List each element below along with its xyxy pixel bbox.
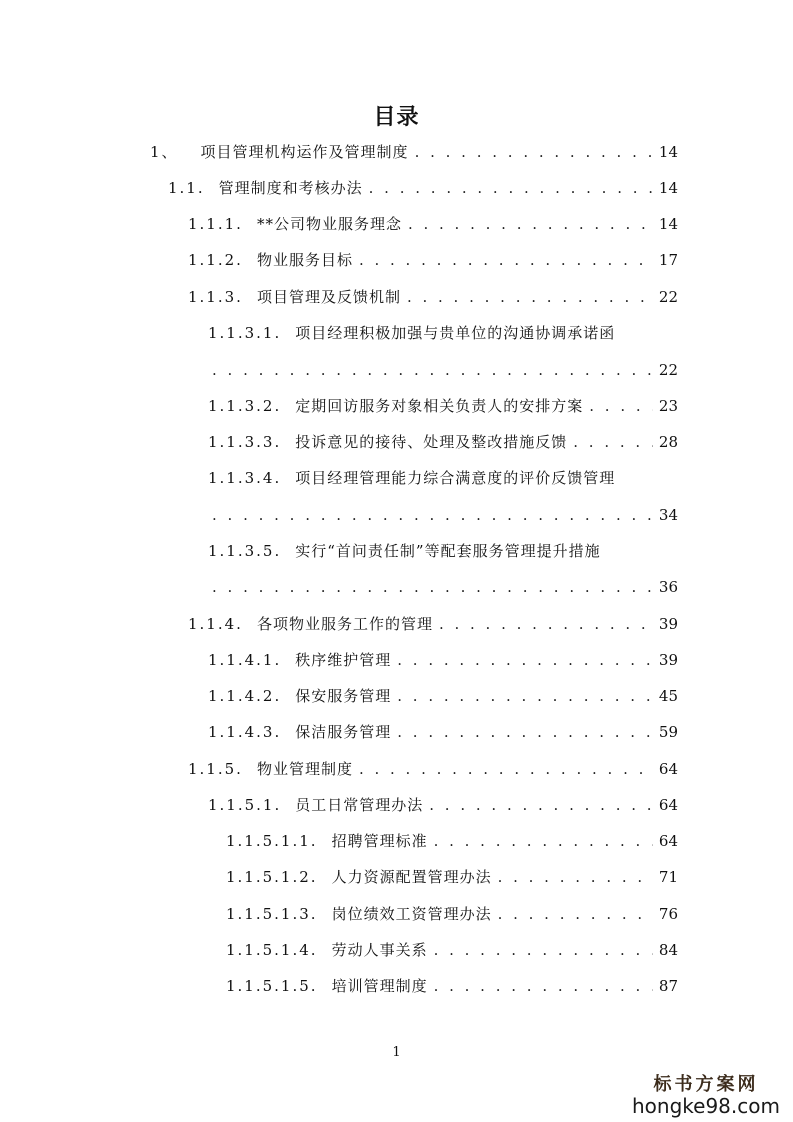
toc-entry-text: 岗位绩效工资管理办法 bbox=[331, 905, 492, 923]
toc-leader bbox=[498, 904, 653, 924]
toc-entry-text: 员工日常管理办法 bbox=[295, 796, 424, 814]
watermark-logo bbox=[631, 1070, 781, 1118]
toc-entry-number: 1.1.5.1.2. bbox=[226, 868, 318, 886]
toc-entry[interactable] bbox=[208, 432, 678, 452]
toc-leader bbox=[212, 577, 653, 597]
watermark-title: 标书方案网 bbox=[653, 1074, 759, 1095]
toc-entry[interactable] bbox=[150, 142, 678, 162]
toc-entry-number: 1.1.5.1.4. bbox=[226, 941, 318, 959]
toc-entry-text: 秩序维护管理 bbox=[295, 651, 392, 669]
toc-entry-page: 84 bbox=[658, 941, 678, 959]
toc-entry-text: 项目管理及反馈机制 bbox=[256, 288, 401, 306]
toc-leader bbox=[439, 614, 653, 634]
toc-entry-text: 招聘管理标准 bbox=[331, 832, 428, 850]
watermark-url: hongke98.com bbox=[632, 1094, 780, 1118]
toc-entry-number: 1、 bbox=[150, 143, 179, 161]
toc-entry-text: **公司物业服务理念 bbox=[256, 215, 402, 233]
toc-entry[interactable] bbox=[208, 650, 678, 670]
toc-leader bbox=[434, 831, 653, 851]
toc-entry[interactable] bbox=[226, 867, 678, 887]
toc-entry-text: 项目经理积极加强与贵单位的沟通协调承诺函 bbox=[295, 324, 616, 342]
toc-entry-number: 1.1. bbox=[168, 179, 205, 197]
toc-entry-page: 64 bbox=[658, 796, 678, 814]
toc-entry[interactable] bbox=[208, 722, 678, 742]
toc-entry[interactable] bbox=[226, 831, 678, 851]
toc-entry[interactable] bbox=[208, 323, 678, 343]
toc-entry-page: 45 bbox=[658, 687, 678, 705]
toc-entry[interactable] bbox=[188, 614, 678, 634]
toc-leader bbox=[589, 396, 653, 416]
toc-entry-number: 1.1.3.5. bbox=[208, 542, 282, 560]
toc-entry[interactable] bbox=[168, 178, 678, 198]
toc-entry-number: 1.1.4.2. bbox=[208, 687, 282, 705]
toc-entry-number: 1.1.3.4. bbox=[208, 469, 282, 487]
toc-entry-page: 39 bbox=[658, 651, 678, 669]
toc-leader bbox=[397, 722, 653, 742]
toc-entry[interactable] bbox=[188, 759, 678, 779]
toc-entry-page: 59 bbox=[658, 723, 678, 741]
toc-entry-text: 物业服务目标 bbox=[256, 251, 353, 269]
toc-leader bbox=[429, 795, 653, 815]
toc-entry-text: 实行“首问责任制”等配套服务管理提升措施 bbox=[295, 542, 601, 560]
toc-leader bbox=[369, 178, 653, 198]
toc-entry-text: 物业管理制度 bbox=[256, 760, 353, 778]
toc-entry-page: 39 bbox=[658, 615, 678, 633]
toc-entry-page: 76 bbox=[658, 905, 678, 923]
toc-entry-text: 定期回访服务对象相关负责人的安排方案 bbox=[295, 397, 584, 415]
toc-entry[interactable] bbox=[208, 795, 678, 815]
toc-entry[interactable] bbox=[208, 541, 678, 561]
toc-entry[interactable] bbox=[208, 396, 678, 416]
toc-entry-text: 管理制度和考核办法 bbox=[218, 179, 363, 197]
toc-entry-number: 1.1.3.3. bbox=[208, 433, 282, 451]
toc-entry-page: 17 bbox=[658, 251, 678, 269]
toc-entry-number: 1.1.4.3. bbox=[208, 723, 282, 741]
toc-entry-text: 保安服务管理 bbox=[295, 687, 392, 705]
toc-entry-page: 28 bbox=[658, 433, 678, 451]
toc-entry-number: 1.1.3. bbox=[188, 288, 243, 306]
toc-entry-page: 71 bbox=[658, 868, 678, 886]
toc-entry-number: 1.1.3.2. bbox=[208, 397, 282, 415]
toc-entry[interactable] bbox=[226, 976, 678, 996]
toc-entry-text: 各项物业服务工作的管理 bbox=[256, 615, 433, 633]
page-number: 1 bbox=[392, 1045, 401, 1060]
toc-entry-text: 培训管理制度 bbox=[331, 977, 428, 995]
toc-title: 目录 bbox=[373, 105, 420, 130]
toc-entry[interactable] bbox=[188, 250, 678, 270]
toc-entry-page: 14 bbox=[658, 215, 678, 233]
toc-leader bbox=[408, 214, 653, 234]
toc-leader bbox=[498, 867, 653, 887]
toc-entry-number: 1.1.5.1.3. bbox=[226, 905, 318, 923]
toc-leader bbox=[415, 142, 653, 162]
toc-entry-text: 人力资源配置管理办法 bbox=[331, 868, 492, 886]
toc-leader bbox=[397, 650, 653, 670]
toc-entry-number: 1.1.4.1. bbox=[208, 651, 282, 669]
toc-entry-page: 36 bbox=[658, 578, 678, 596]
toc-entry-number: 1.1.5.1.5. bbox=[226, 977, 318, 995]
toc-entry-text: 项目管理机构运作及管理制度 bbox=[200, 143, 409, 161]
toc-entry-text: 保洁服务管理 bbox=[295, 723, 392, 741]
toc-entry[interactable] bbox=[226, 904, 678, 924]
toc-entry-number: 1.1.2. bbox=[188, 251, 243, 269]
toc-entry-number: 1.1.1. bbox=[188, 215, 243, 233]
toc-entry-number: 1.1.5.1. bbox=[208, 796, 282, 814]
toc-entry-page: 64 bbox=[658, 832, 678, 850]
toc-entry-page: 14 bbox=[658, 143, 678, 161]
toc-leader bbox=[212, 505, 653, 525]
toc-entry-page: 87 bbox=[658, 977, 678, 995]
toc-entry-continuation[interactable] bbox=[212, 505, 678, 525]
toc-leader bbox=[434, 940, 653, 960]
toc-entry-number: 1.1.3.1. bbox=[208, 324, 282, 342]
toc-entry[interactable] bbox=[208, 686, 678, 706]
toc-entry-page: 34 bbox=[658, 506, 678, 524]
toc-entry-page: 64 bbox=[658, 760, 678, 778]
toc-entry-text: 投诉意见的接待、处理及整改措施反馈 bbox=[295, 433, 568, 451]
toc-entry-continuation[interactable] bbox=[212, 577, 678, 597]
toc-entry-continuation[interactable] bbox=[212, 360, 678, 380]
toc-entry[interactable] bbox=[188, 287, 678, 307]
toc-entry-number: 1.1.5. bbox=[188, 760, 243, 778]
toc-leader bbox=[359, 250, 653, 270]
toc-entry[interactable] bbox=[226, 940, 678, 960]
toc-entry-number: 1.1.4. bbox=[188, 615, 243, 633]
toc-leader bbox=[434, 976, 653, 996]
toc-entry-page: 22 bbox=[658, 361, 678, 379]
toc-entry-page: 22 bbox=[658, 288, 678, 306]
toc-entry[interactable] bbox=[208, 468, 678, 488]
toc-leader bbox=[359, 759, 653, 779]
toc-entry-number: 1.1.5.1.1. bbox=[226, 832, 318, 850]
toc-entry-text: 项目经理管理能力综合满意度的评价反馈管理 bbox=[295, 469, 616, 487]
toc-leader bbox=[212, 360, 653, 380]
toc-entry-text: 劳动人事关系 bbox=[331, 941, 428, 959]
toc-leader bbox=[407, 287, 653, 307]
toc-leader bbox=[397, 686, 653, 706]
toc-entry-page: 23 bbox=[658, 397, 678, 415]
toc-leader bbox=[573, 432, 653, 452]
toc-entry[interactable] bbox=[188, 214, 678, 234]
toc-entry-page: 14 bbox=[658, 179, 678, 197]
